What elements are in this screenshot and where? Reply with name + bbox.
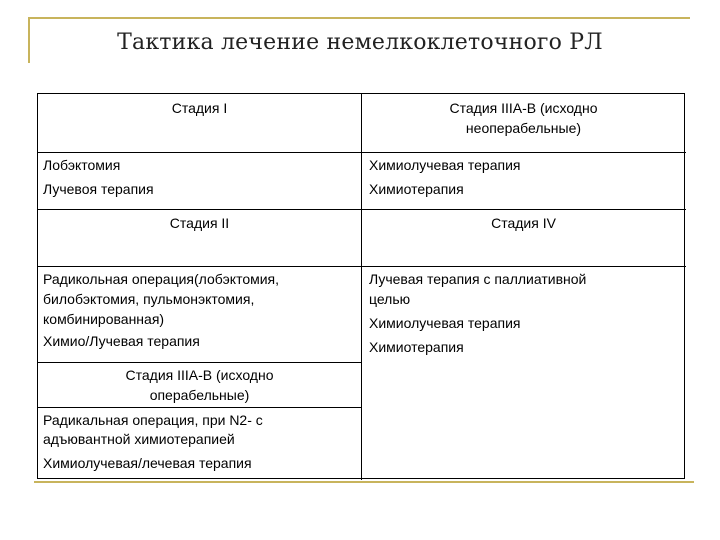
slide-title: Тактика лечение немелкоклеточного РЛ [117,30,603,55]
frame-top-line [28,17,690,19]
row-divider [38,362,361,363]
stage3a-inoperable-header-line2: неоперабельные) [465,120,582,136]
stage3a-inoperable-treatments [369,156,679,198]
stage2-item1-line: Радикольная операция(лобэктомия, [43,271,280,287]
row-divider [38,407,361,408]
stage1-item: Лобэктомия [43,157,121,173]
stage3a-inoperable-header-line1: Стадия IIIA-B (исходно [449,100,598,116]
stage4-item3: Химиотерапия [369,339,464,355]
stage3a-operable-item2: Химиолучевая/лечевая терапия [43,455,252,471]
row-divider [38,266,686,267]
treatment-table [37,93,685,479]
frame-bottom-line [34,481,694,483]
stage3a-operable-header-line2: операбельные) [149,387,250,403]
row-divider [38,152,686,153]
stage2-treatments [43,270,358,350]
stage4-header: Стадия IV [491,215,556,231]
stage2-header: Стадия II [169,215,230,231]
stage3a-operable-header [38,366,361,404]
stage2-item1-line: билобэктомия, пульмонэктомия, [43,291,255,307]
stage2-item2: Химио/Лучевая терапия [43,333,200,349]
stage1-header: Стадия I [171,100,228,116]
stage1-treatments [43,156,358,198]
stage4-treatments [369,270,679,356]
stage4-item2: Химиолучевая терапия [369,315,521,331]
stage1-item: Лучевоя терапия [43,181,154,197]
stage3a-operable-item1-line: адъювантной химиотерапией [43,431,235,447]
stage3a-inoperable-item: Химиотерапия [369,181,464,197]
stage3a-operable-item1-line: Радикальная операция, при N2- с [43,412,263,428]
stage3a-operable-header-line1: Стадия IIIA-B (исходно [125,367,274,383]
row-divider [38,209,686,210]
stage2-item1-line: комбинированная) [43,311,165,327]
stage4-item1-line: Лучевая терапия с паллиативной [369,271,587,287]
stage3a-inoperable-item: Химиолучевая терапия [369,157,521,173]
stage3a-inoperable-header [361,99,686,137]
stage4-item1-line: целью [369,291,411,307]
stage3a-operable-treatments [43,411,358,472]
